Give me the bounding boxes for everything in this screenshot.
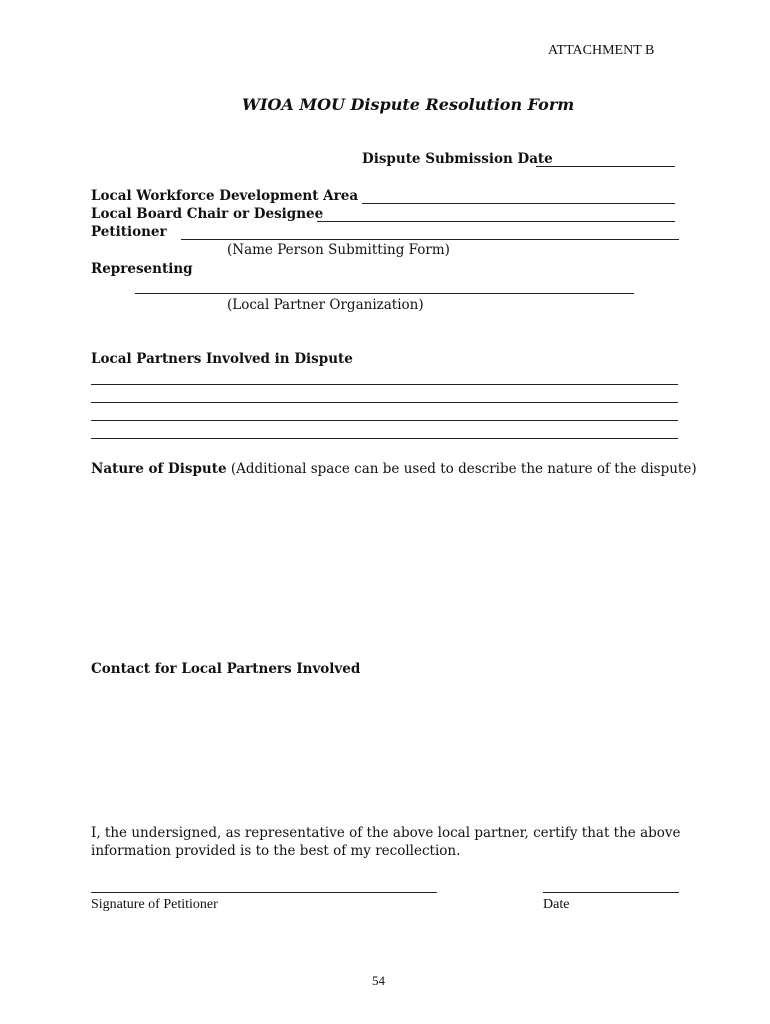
page-title: WIOA MOU Dispute Resolution Form [242,95,575,114]
attachment-label: ATTACHMENT B [548,43,655,58]
local-partners-line-2[interactable] [91,402,678,403]
local-board-chair-label: Local Board Chair or Designee [91,206,324,222]
nature-of-dispute-heading [91,461,697,477]
local-partners-label: Local Partners Involved in Dispute [91,351,353,367]
nature-of-dispute-note: (Additional space can be used to describe the nature of the dispute) [230,461,697,477]
signature-field[interactable] [91,892,437,893]
date-label: Date [543,897,570,912]
dispute-submission-date-field[interactable] [536,166,675,167]
representing-field[interactable] [135,293,634,294]
nature-of-dispute-label: Nature of Dispute [91,461,227,477]
local-workforce-area-label: Local Workforce Development Area [91,188,359,204]
local-workforce-area-field[interactable] [362,203,675,204]
local-partners-line-3[interactable] [91,420,678,421]
signature-label: Signature of Petitioner [91,897,218,912]
date-field[interactable] [543,892,679,893]
petitioner-label: Petitioner [91,224,167,240]
petitioner-caption: (Name Person Submitting Form) [227,242,450,258]
representing-label: Representing [91,261,193,277]
certification-line-1: I, the undersigned, as representative of the above local partner, certify that the above [91,825,681,841]
petitioner-field[interactable] [181,239,679,240]
representing-caption: (Local Partner Organization) [227,297,424,313]
local-partners-line-1[interactable] [91,384,678,385]
contact-local-partners-area[interactable] [91,684,678,814]
contact-local-partners-label: Contact for Local Partners Involved [91,661,361,677]
dispute-submission-date-label: Dispute Submission Date [362,151,553,167]
local-partners-line-4[interactable] [91,438,678,439]
local-board-chair-field[interactable] [317,221,675,222]
certification-line-2: information provided is to the best of my recollection. [91,843,461,859]
nature-of-dispute-area[interactable] [91,484,678,654]
page-number: 54 [372,973,385,988]
